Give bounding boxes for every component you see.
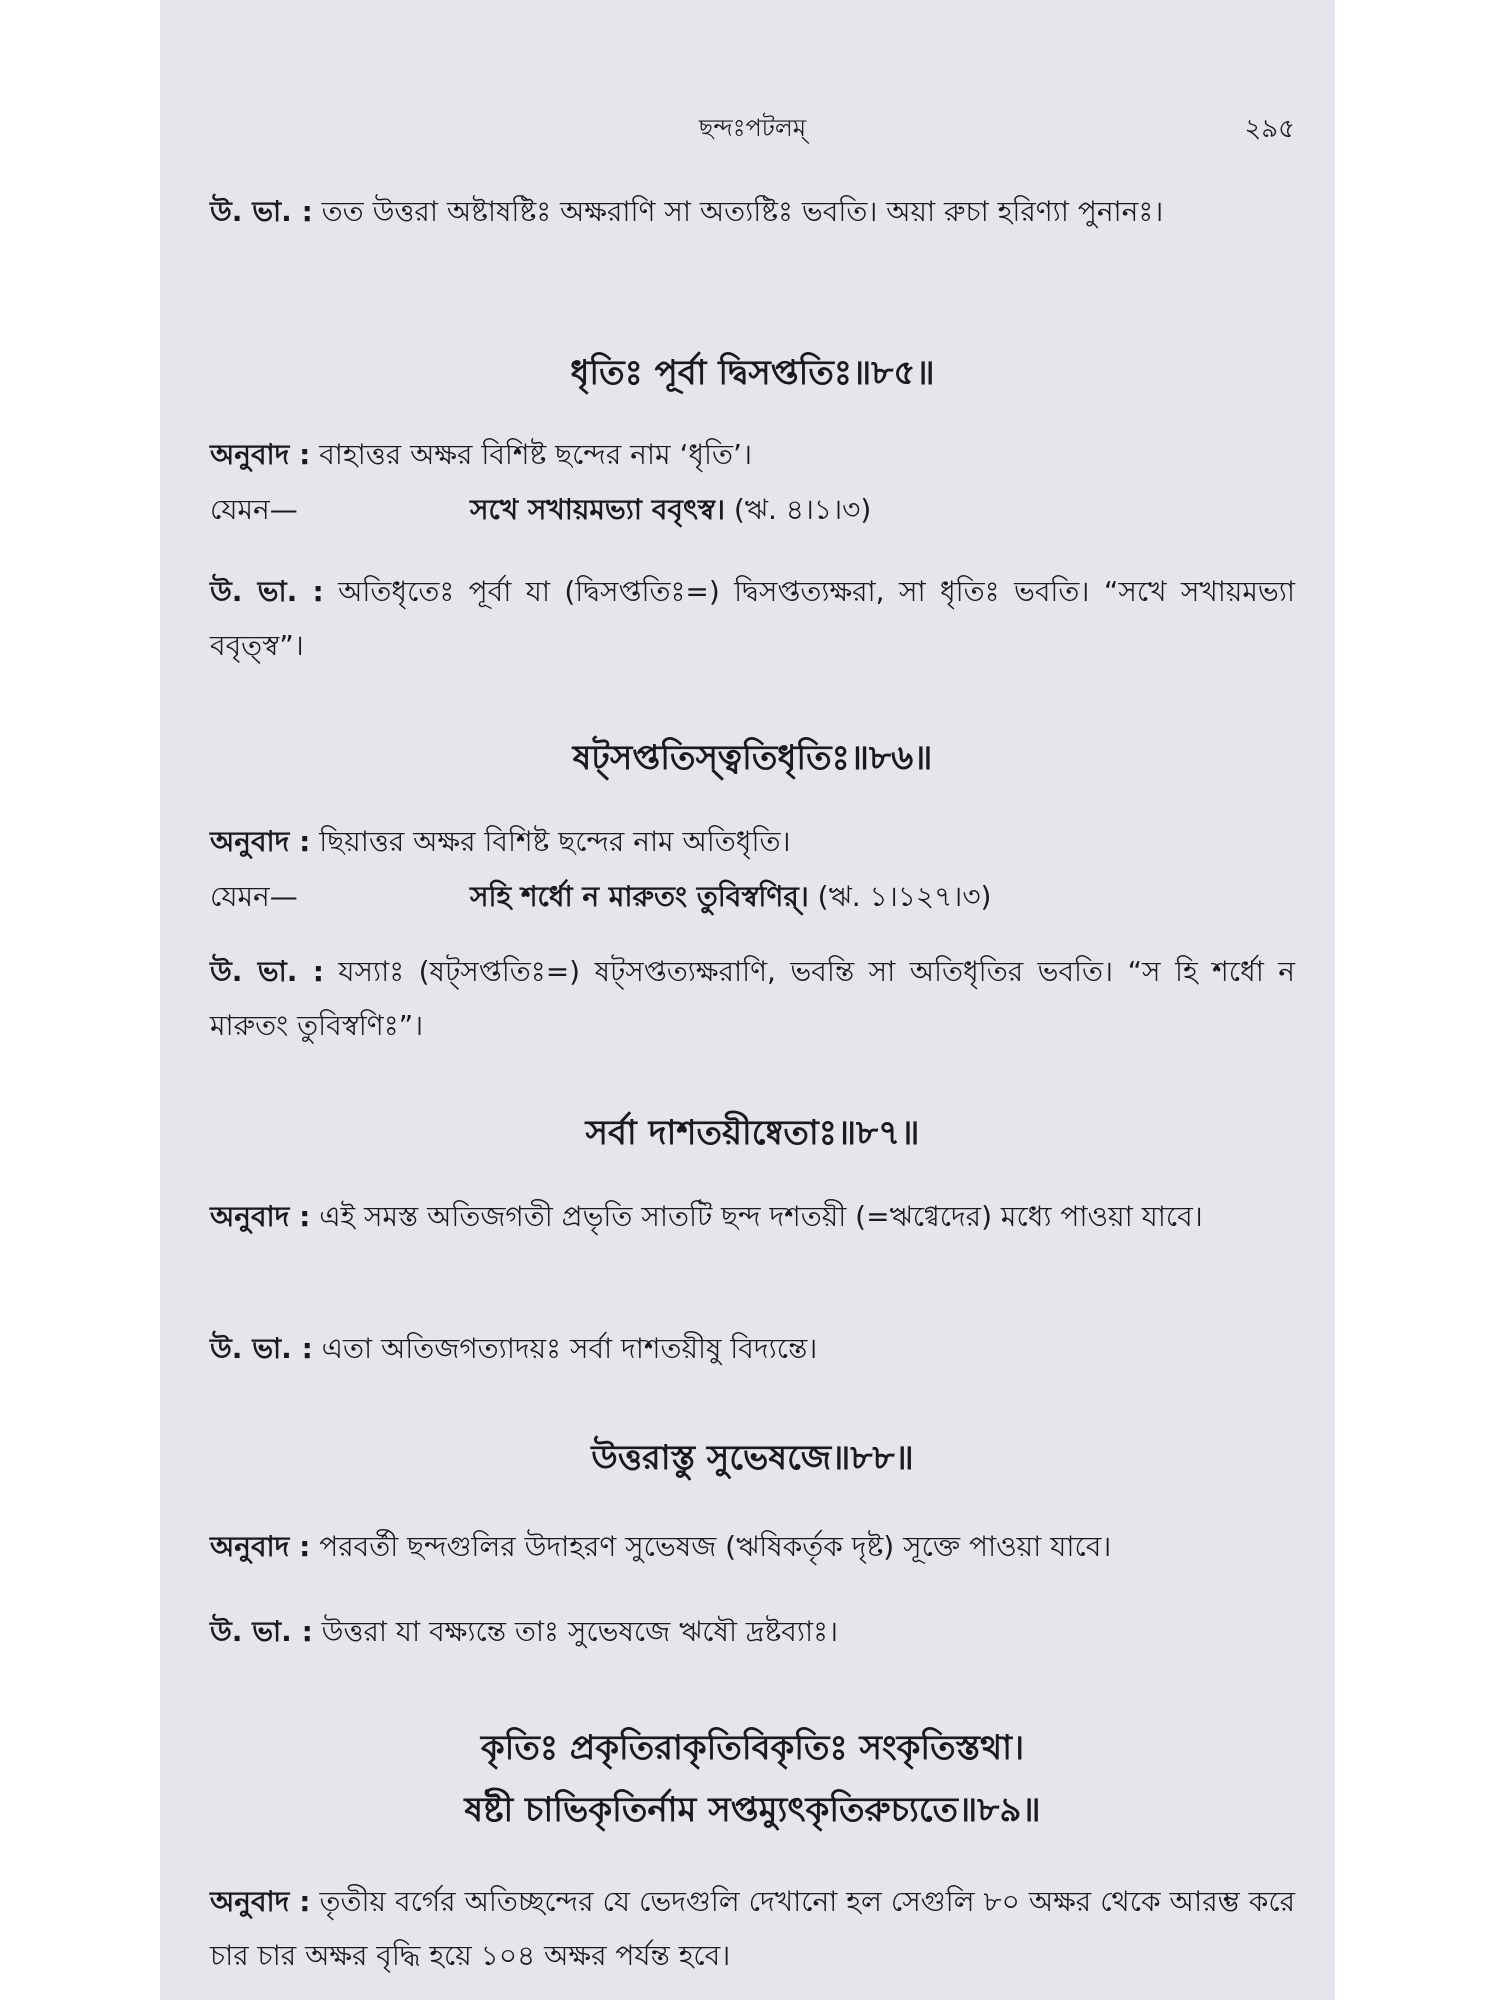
translation-text: ছিয়াত্তর অক্ষর বিশিষ্ট ছন্দের নাম অতিধৃতি। <box>310 825 791 858</box>
commentary-label: উ. ভা. : <box>210 1615 313 1648</box>
commentary-text: উত্তরা যা বক্ষ্যন্তে তাঃ সুভেষজে ঋষৌ দ্রষ্টব্যাঃ। <box>312 1615 839 1648</box>
example-reference: (ঋ. ১।১২৭।৩) <box>808 880 992 913</box>
example-reference: (ঋ. ৪।১।৩) <box>724 493 872 526</box>
commentary-paragraph <box>210 945 1295 1053</box>
commentary-text: তত উত্তরা অষ্টাষষ্টিঃ অক্ষরাণি সা অত্যষ্টিঃ ভবতি। অয়া রুচা হরিণ্যা পুনানঃ। <box>312 195 1164 228</box>
translation-paragraph <box>210 428 1295 482</box>
translation-paragraph <box>210 815 1295 869</box>
running-header: ছন্দঃপটলম্ <box>698 114 807 142</box>
commentary-label: উ. ভা. : <box>210 195 313 228</box>
sutra-verse-line-2: ষষ্টী চাভিকৃতির্নাম সপ্তম্যুৎকৃতিরুচ্যতে॥৮৯॥ <box>464 1790 1041 1830</box>
translation-text: তৃতীয় বর্গের অতিচ্ছন্দের যে ভেদগুলি দেখানো হল সেগুলি ৮০ অক্ষর থেকে আরম্ভ করে চার চার অক্ষর বৃদ্ধি হয়ে ১০৪ অক্ষর পর্যন্ত হবে। <box>210 1885 1295 1972</box>
page-number: ২৯৫ <box>1244 114 1295 144</box>
commentary-paragraph <box>210 185 1295 239</box>
translation-paragraph <box>210 1190 1295 1244</box>
commentary-text: এতা অতিজগত্যাদয়ঃ সর্বা দাশতয়ীষু বিদ্যন্তে। <box>312 1332 818 1365</box>
commentary-label: উ. ভা. : <box>210 575 324 608</box>
translation-label: অনুবাদ : <box>210 1200 311 1233</box>
commentary-paragraph <box>210 1605 1295 1659</box>
example-quote: সখে সখায়মভ্যা ববৃৎস্ব। <box>470 493 725 526</box>
example-line <box>210 485 1295 535</box>
translation-text: এই সমস্ত অতিজগতী প্রভৃতি সাতটি ছন্দ দশতয়ী (=ঋগ্বেদের) মধ্যে পাওয়া যাবে। <box>310 1200 1203 1233</box>
translation-paragraph <box>210 1520 1295 1574</box>
translation-text: বাহাত্তর অক্ষর বিশিষ্ট ছন্দের নাম ‘ধৃতি’। <box>310 438 752 471</box>
sutra-verse: ষট্সপ্ততিস্ত্বতিধৃতিঃ॥৮৬॥ <box>572 738 933 778</box>
example-lead: যেমন— <box>210 493 298 526</box>
commentary-text: অতিধৃতেঃ পূর্বা যা (দ্বিসপ্ততিঃ=) দ্বিসপ্তত্যক্ষরা, সা ধৃতিঃ ভবতি। “সখে সখায়মভ্যা ববৃত্স্ব”। <box>210 575 1295 662</box>
commentary-label: উ. ভা. : <box>210 955 324 988</box>
example-lead: যেমন— <box>210 880 298 913</box>
translation-label: অনুবাদ : <box>210 438 311 471</box>
sutra-verse: উত্তরাস্তু সুভেষজে॥৮৮॥ <box>591 1438 914 1478</box>
book-page <box>160 0 1335 2000</box>
translation-text: পরবর্তী ছন্দগুলির উদাহরণ সুভেষজ (ঋষিকর্তৃক দৃষ্ট) সূক্তে পাওয়া যাবে। <box>310 1530 1112 1563</box>
sutra-verse: সর্বা দাশতয়ীষ্বেতাঃ॥৮৭॥ <box>585 1113 920 1153</box>
commentary-text: যস্যাঃ (ষট্সপ্ততিঃ=) ষট্সপ্তত্যক্ষরাণি, ভবন্তি সা অতিধৃতির ভবতি। “স হি শর্ধো ন মারুতং তুবিস্বণিঃ”। <box>210 955 1295 1042</box>
translation-paragraph <box>210 1875 1295 1983</box>
example-line <box>210 872 1295 922</box>
example-text <box>470 872 991 922</box>
example-text <box>470 485 871 535</box>
sutra-verse: ধৃতিঃ পূর্বা দ্বিসপ্ততিঃ॥৮৫॥ <box>570 353 935 393</box>
translation-label: অনুবাদ : <box>210 1530 311 1563</box>
translation-label: অনুবাদ : <box>210 825 311 858</box>
commentary-paragraph <box>210 565 1295 673</box>
translation-label: অনুবাদ : <box>210 1885 311 1918</box>
commentary-label: উ. ভা. : <box>210 1332 313 1365</box>
example-quote: সহি শর্ধো ন মারুতং তুবিস্বণির্। <box>470 880 809 913</box>
commentary-paragraph <box>210 1322 1295 1376</box>
sutra-verse-line-1: কৃতিঃ প্রকৃতিরাকৃতিবিকৃতিঃ সংকৃতিস্তথা। <box>480 1728 1025 1768</box>
